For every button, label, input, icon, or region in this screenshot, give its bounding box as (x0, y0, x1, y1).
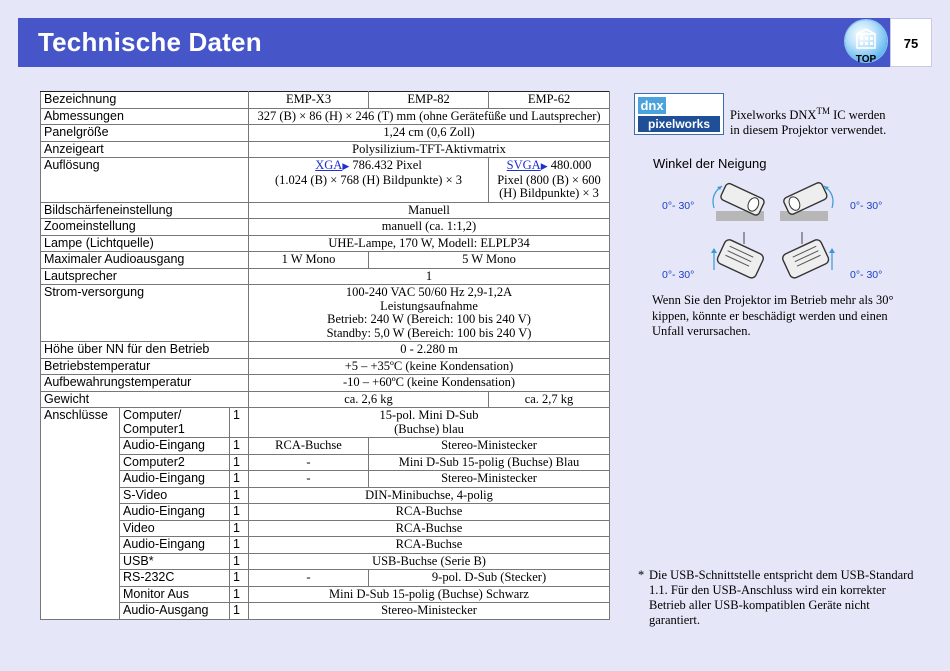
port-name: Monitor Aus (120, 586, 230, 603)
row-label: Höhe über NN für den Betrieb (41, 342, 249, 359)
power-line: 100-240 VAC 50/60 Hz 2,9-1,2A (345, 285, 513, 299)
row-value: 1,24 cm (0,6 Zoll) (249, 125, 610, 142)
angle-label: 0°- 30° (850, 269, 883, 281)
row-label: Anzeigeart (41, 141, 249, 158)
pixelworks-note-text: IC werden (829, 108, 886, 123)
row-label: Maximaler Audioausgang (41, 252, 249, 269)
model-x3: EMP-X3 (249, 92, 369, 109)
row-label: Auflösung (41, 158, 249, 203)
row-label: Panelgröße (41, 125, 249, 142)
angle-label: 0°- 30° (850, 200, 883, 212)
table-row (41, 358, 610, 375)
port-name: Audio-Eingang (120, 471, 230, 488)
table-row (41, 342, 610, 359)
port-name: S-Video (120, 487, 230, 504)
row-label: Strom-versorgung (41, 285, 249, 342)
port-count: 1 (230, 537, 249, 554)
model-62: EMP-62 (489, 92, 610, 109)
table-row (41, 202, 610, 219)
row-value: UHE-Lampe, 170 W, Modell: ELPLP34 (249, 235, 610, 252)
port-value-82-62: 9-pol. D-Sub (Stecker) (369, 570, 610, 587)
angle-label: 0°- 30° (662, 200, 695, 212)
port-name-line: Computer1 (123, 421, 185, 436)
table-row (41, 268, 610, 285)
table-row (41, 235, 610, 252)
table-row (41, 471, 610, 488)
port-name: Audio-Eingang (120, 438, 230, 455)
home-icon (854, 28, 878, 50)
power-line: Betrieb: 240 W (Bereich: 100 bis 240 V) (327, 312, 531, 326)
port-name: Video (120, 520, 230, 537)
table-row (41, 391, 610, 408)
port-name: Audio-Eingang (120, 537, 230, 554)
port-count: 1 (230, 553, 249, 570)
table-row (41, 158, 610, 203)
port-count: 1 (230, 603, 249, 620)
xga-detail: (1.024 (B) × 768 (H) Bildpunkte) × 3 (275, 172, 463, 187)
port-count: 1 (230, 570, 249, 587)
row-label: Anschlüsse (41, 408, 120, 620)
table-row (41, 285, 610, 342)
table-row (41, 487, 610, 504)
footnote-text: Die USB-Schnittstelle entspricht dem USB-Standard 1.1. Für den USB-Anschluss wird ein korrekter Betrieb aller USB-kompatiblen Geräte nicht garantiert. (649, 568, 914, 627)
port-count: 1 (230, 438, 249, 455)
port-value-82-62: Stereo-Ministecker (369, 471, 610, 488)
port-name-line: Computer/ (123, 408, 182, 422)
port-name: Computer2 (120, 454, 230, 471)
row-value-82-62: 5 W Mono (369, 252, 610, 269)
port-value: RCA-Buchse (249, 520, 610, 537)
port-value-x3: - (249, 454, 369, 471)
row-value: 327 (B) × 86 (H) × 246 (T) mm (ohne Gerätefüße und Lautsprecher) (249, 108, 610, 125)
table-row (41, 570, 610, 587)
power-line: Standby: 5,0 W (Bereich: 100 bis 240 V) (326, 325, 532, 340)
top-button[interactable] (843, 20, 889, 66)
projector-ceiling-left (711, 232, 765, 280)
pixelworks-note-text: in diesem Projektor verwendet. (730, 123, 887, 138)
port-count: 1 (230, 520, 249, 537)
xga-pixels: 786.432 Pixel (349, 158, 422, 172)
port-value-line: (Buchse) blau (394, 421, 464, 436)
row-value (249, 285, 610, 342)
dnx-mark: dnx (638, 97, 666, 114)
port-count: 1 (230, 504, 249, 521)
arrow-icon: ▶ (342, 161, 350, 171)
row-value-x3-82: ca. 2,6 kg (249, 391, 489, 408)
row-value-62: ca. 2,7 kg (489, 391, 610, 408)
page-header (18, 18, 890, 67)
row-label: Bildschärfeneinstellung (41, 202, 249, 219)
port-name: Audio-Ausgang (120, 603, 230, 620)
row-label: Gewicht (41, 391, 249, 408)
table-row (41, 219, 610, 236)
port-name: RS-232C (120, 570, 230, 587)
port-count: 1 (230, 487, 249, 504)
row-label: Zoomeinstellung (41, 219, 249, 236)
pixelworks-wordmark: pixelworks (638, 116, 720, 132)
row-label: Aufbewahrungstemperatur (41, 375, 249, 392)
row-value: manuell (ca. 1:1,2) (249, 219, 610, 236)
row-value: +5 – +35ºC (keine Kondensation) (249, 358, 610, 375)
row-label: Bezeichnung (41, 92, 249, 109)
svga-pixels: 480.000 (547, 158, 592, 172)
table-row (41, 603, 610, 620)
table-row (41, 125, 610, 142)
trademark: TM (816, 106, 830, 116)
resolution-xga (249, 158, 489, 203)
svga-detail-2: (H) Bildpunkte) × 3 (499, 186, 599, 200)
tilt-heading: Winkel der Neigung (653, 156, 767, 171)
table-row (41, 108, 610, 125)
row-value: -10 – +60ºC (keine Kondensation) (249, 375, 610, 392)
port-count: 1 (230, 471, 249, 488)
port-value: DIN-Minibuchse, 4-polig (249, 487, 610, 504)
table-row (41, 537, 610, 554)
port-value-82-62: Stereo-Ministecker (369, 438, 610, 455)
angle-label: 0°- 30° (662, 269, 695, 281)
tilt-warning: Wenn Sie den Projektor im Betrieb mehr als 30° kippen, könnte er beschädigt werden und einen Unfall verursachen. (652, 293, 894, 338)
page-number: 75 (890, 18, 932, 67)
table-row (41, 520, 610, 537)
row-value: 0 - 2.280 m (249, 342, 610, 359)
row-label: Lampe (Lichtquelle) (41, 235, 249, 252)
tilt-diagram (700, 180, 846, 288)
port-name: USB* (120, 553, 230, 570)
port-value-x3: - (249, 471, 369, 488)
power-line: Leistungsaufnahme (380, 298, 478, 313)
row-value-x3: 1 W Mono (249, 252, 369, 269)
table-row (41, 92, 610, 109)
port-value: RCA-Buchse (249, 504, 610, 521)
port-name (120, 408, 230, 438)
port-value: RCA-Buchse (249, 537, 610, 554)
model-82: EMP-82 (369, 92, 489, 109)
table-row (41, 141, 610, 158)
resolution-svga (489, 158, 610, 203)
table-row (41, 438, 610, 455)
projector-tilt-left (713, 182, 765, 221)
arrow-icon: ▶ (540, 161, 548, 171)
spec-table (40, 91, 610, 620)
port-value: Mini D-Sub 15-polig (Buchse) Schwarz (249, 586, 610, 603)
page-title: Technische Daten (38, 27, 262, 57)
footnote-marker: * (638, 568, 645, 582)
pixelworks-note-text: Pixelworks DNX (730, 108, 817, 123)
row-label: Abmessungen (41, 108, 249, 125)
row-value: 1 (249, 268, 610, 285)
port-value (249, 408, 610, 438)
port-value: USB-Buchse (Serie B) (249, 553, 610, 570)
pixelworks-logo (634, 93, 724, 135)
svga-link[interactable]: SVGA (506, 158, 541, 172)
port-count: 1 (230, 454, 249, 471)
port-value-line: 15-pol. Mini D-Sub (379, 408, 479, 422)
table-row (41, 375, 610, 392)
row-label: Betriebstemperatur (41, 358, 249, 375)
port-value: Stereo-Ministecker (249, 603, 610, 620)
table-row (41, 252, 610, 269)
pixelworks-note (730, 104, 920, 138)
xga-link[interactable]: XGA (315, 158, 343, 172)
port-value-x3: - (249, 570, 369, 587)
svga-detail-1: Pixel (800 (B) × 600 (497, 172, 601, 187)
table-row (41, 586, 610, 603)
port-name: Audio-Eingang (120, 504, 230, 521)
table-row (41, 553, 610, 570)
row-value: Manuell (249, 202, 610, 219)
projector-ceiling-right (781, 232, 835, 280)
table-row (41, 454, 610, 471)
port-count: 1 (230, 586, 249, 603)
port-value-x3: RCA-Buchse (249, 438, 369, 455)
top-button-label: TOP (855, 54, 877, 65)
table-row (41, 408, 610, 438)
port-count: 1 (230, 408, 249, 438)
projector-tilt-right (780, 181, 833, 221)
table-row (41, 504, 610, 521)
port-value-82-62: Mini D-Sub 15-polig (Buchse) Blau (369, 454, 610, 471)
row-value: Polysilizium-TFT-Aktivmatrix (249, 141, 610, 158)
row-label: Lautsprecher (41, 268, 249, 285)
